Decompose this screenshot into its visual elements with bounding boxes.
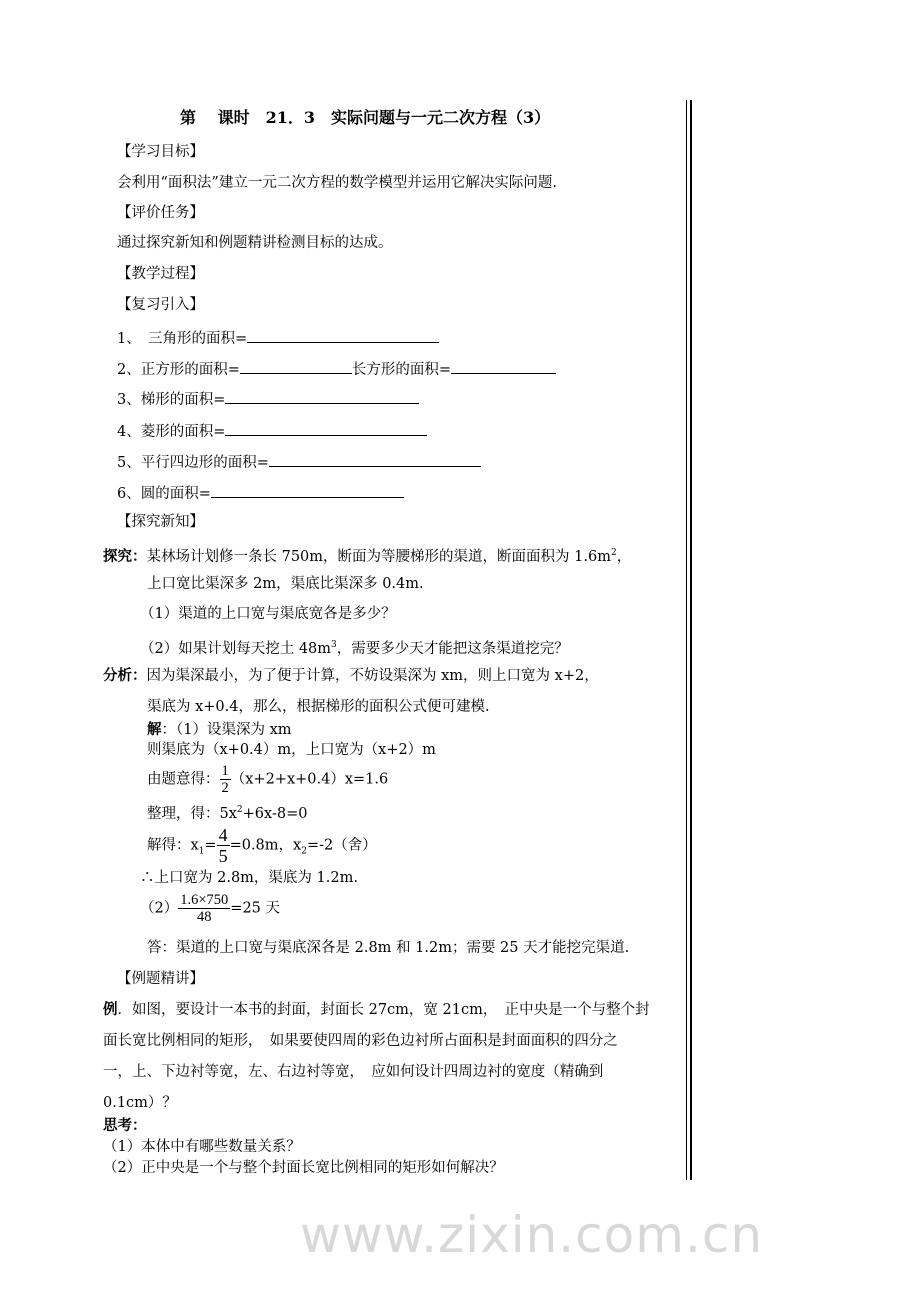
question: （2）如果计划每天挖土 $48m^3$，需要多少天才能把这条渠道挖完？ (140, 640, 569, 657)
solution-line: 整理，得：$5x^2+6x-8=0$ (147, 805, 308, 822)
review-item: 4、菱形的面积= (117, 421, 427, 441)
solution-line: 则渠底为（x+0.4）m，上口宽为（x+2）m (147, 742, 436, 758)
answer: 答：渠道的上口宽与渠底深各是 2.8m 和 1.2m；需要 25 天才能挖完渠道. (147, 940, 630, 956)
section-heading: 【例题精讲】 (117, 971, 204, 987)
review-item: 5、平行四边形的面积= (117, 452, 481, 472)
solution-line: 解得：$x_1=$ $\frac{4}{5}$ =0.8m，$x_2=-2$（舍） (147, 825, 377, 866)
section-heading: 【探究新知】 (117, 514, 204, 530)
solution-line: 由题意得： $\frac{1}{2}$ （x+2+x+0.4）x=1.6 (147, 763, 389, 796)
solution-line: （2） $\frac{1.6\times 750}{48}$ =25 天 (140, 892, 281, 925)
explore-line: 探究：某林场计划修一条长 750m，断面为等腰梯形的渠道，断面面积为 $1.6m^2$， (103, 547, 632, 565)
paragraph: 一，上、下边衬等宽，左、右边衬等宽， 应如何设计四周边衬的宽度（精确到 (103, 1064, 604, 1080)
fraction: $\frac{1.6\times 750}{48}$ (180, 892, 229, 925)
section-heading: 【评价任务】 (117, 205, 204, 221)
paragraph: 上口宽比渠深多 2m，渠底比渠深多 0.4m. (147, 576, 424, 592)
paragraph: 渠底为 x+0.4，那么，根据梯形的面积公式便可建模. (147, 699, 490, 715)
blank-line (269, 452, 481, 467)
fraction: $\frac{1}{2}$ (221, 763, 229, 796)
watermark: www.zixin.com.cn (300, 1206, 764, 1264)
think-item: （2）正中央是一个与整个封面长宽比例相同的矩形如何解决？ (103, 1160, 504, 1176)
think-label: 思考： (103, 1117, 147, 1134)
review-item: 3、梯形的面积= (117, 389, 419, 409)
section-heading: 【学习目标】 (117, 144, 204, 160)
fraction: $\frac{4}{5}$ (218, 825, 228, 866)
page-title: 第 课时 21．3 实际问题与一元二次方程（3） (180, 108, 551, 127)
section-heading: 【复习引入】 (117, 297, 204, 313)
margin-line (690, 100, 692, 1180)
blank-line (225, 421, 427, 436)
blank-line (225, 389, 419, 404)
margin-line (686, 100, 687, 1180)
blank-line (211, 483, 404, 498)
blank-line (247, 328, 439, 343)
blank-line (240, 359, 352, 374)
blank-line (451, 359, 556, 374)
section-heading: 【教学过程】 (117, 266, 204, 282)
review-item: 6、圆的面积= (117, 483, 404, 503)
review-item: 2、正方形的面积= 长方形的面积= (117, 359, 556, 379)
question: （1）渠道的上口宽与渠底宽各是多少？ (140, 606, 396, 622)
analysis-line: 分析：因为渠深最小，为了便于计算，不妨设渠深为 xm，则上口宽为 x+2， (103, 667, 599, 684)
solution-line: ∴上口宽为 2.8m，渠底为 1.2m. (140, 870, 358, 886)
paragraph: 面长宽比例相同的矩形， 如果要使四周的彩色边衬所占面积是封面面积的四分之 (103, 1033, 618, 1049)
think-item: （1）本体中有哪些数量关系？ (103, 1139, 301, 1155)
paragraph: 0.1cm）？ (103, 1095, 177, 1111)
review-item: 1、 三角形的面积= (117, 328, 439, 348)
example-line: 例．如图，要设计一本书的封面，封面长 27cm，宽 21cm， 正中央是一个与整个封 (103, 1001, 650, 1018)
paragraph: 会利用“面积法”建立一元二次方程的数学模型并运用它解决实际问题. (117, 175, 557, 191)
paragraph: 通过探究新知和例题精讲检测目标的达成。 (117, 235, 393, 251)
solution-line: 解：（1）设渠深为 xm (147, 721, 292, 738)
